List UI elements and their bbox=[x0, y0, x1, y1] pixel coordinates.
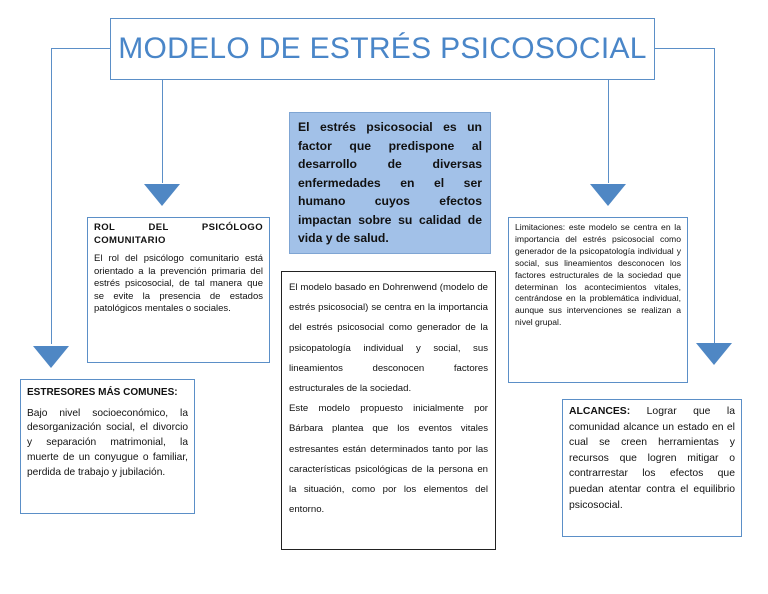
definition-text: El estrés psicosocial es un factor que predispone al desarrollo de diversas enfermedades en el ser humano cuyos efectos impactan sobre su calidad de vida y de salud. bbox=[298, 120, 482, 245]
alcances-heading: ALCANCES: bbox=[569, 406, 631, 417]
left-connector-vertical bbox=[51, 48, 52, 344]
modelo-box bbox=[281, 271, 496, 550]
rol-connector-vertical bbox=[162, 80, 163, 183]
modelo-paragraph-1: El modelo basado en Dohrenwend (modelo de estrés psicosocial) se centra en la importancia del estrés psicosocial como generador de la psicopatología individual y social, sus lineamientos desconocen factores estructurales de la sociedad. bbox=[289, 282, 488, 395]
arrow-down-icon bbox=[696, 343, 732, 365]
right-connector-horizontal bbox=[655, 48, 714, 49]
rol-heading: ROL DEL PSICÓLOGO COMUNITARIO bbox=[94, 222, 263, 246]
alcances-box bbox=[562, 399, 742, 537]
arrow-down-icon bbox=[590, 184, 626, 206]
left-connector-horizontal bbox=[51, 48, 110, 49]
arrow-down-icon bbox=[144, 184, 180, 206]
title-box bbox=[110, 18, 655, 80]
rol-text: El rol del psicólogo comunitario está orientado a la prevención primaria del estrés psicosocial, de tal manera que se evite la presencia de estados patológicos mentales o sociales. bbox=[94, 253, 263, 314]
limitaciones-box bbox=[508, 217, 688, 383]
estresores-text: Bajo nivel socioeconómico, la desorganización social, el divorcio y separación matrimonial, la muerte de un conyugue o familiar, perdida de trabajo y jubilación. bbox=[27, 407, 188, 478]
lim-connector-vertical bbox=[608, 80, 609, 183]
definition-box bbox=[289, 112, 491, 254]
alcances-text: Lograr que la comunidad alcance un estado en el cual se creen herramientas y recursos que logren mitigar o contrarrestar los efectos que puedan atentar contra el equilibrio psicosocial. bbox=[569, 406, 735, 511]
limitaciones-text: Limitaciones: este modelo se centra en la importancia del estrés psicosocial como generador de la psicopatología individual y social, sus lineamientos desconocen los factores estructurales de la sociedad que determinan los acontecimientos vitales, centrándose en la problemática individual, aunque sus intervenciones se realizan a nivel grupal. bbox=[515, 222, 681, 328]
right-connector-vertical bbox=[714, 48, 715, 344]
estresores-box bbox=[20, 379, 195, 514]
arrow-down-icon bbox=[33, 346, 69, 368]
estresores-heading: ESTRESORES MÁS COMUNES: bbox=[27, 387, 178, 398]
diagram-title: MODELO DE ESTRÉS PSICOSOCIAL bbox=[118, 32, 647, 65]
modelo-paragraph-2: Este modelo propuesto inicialmente por Bárbara plantea que los eventos vitales estresantes están determinados tanto por las características psicológicas de la persona en la situación, como por los elementos del entorno. bbox=[289, 403, 488, 516]
rol-box bbox=[87, 217, 270, 363]
